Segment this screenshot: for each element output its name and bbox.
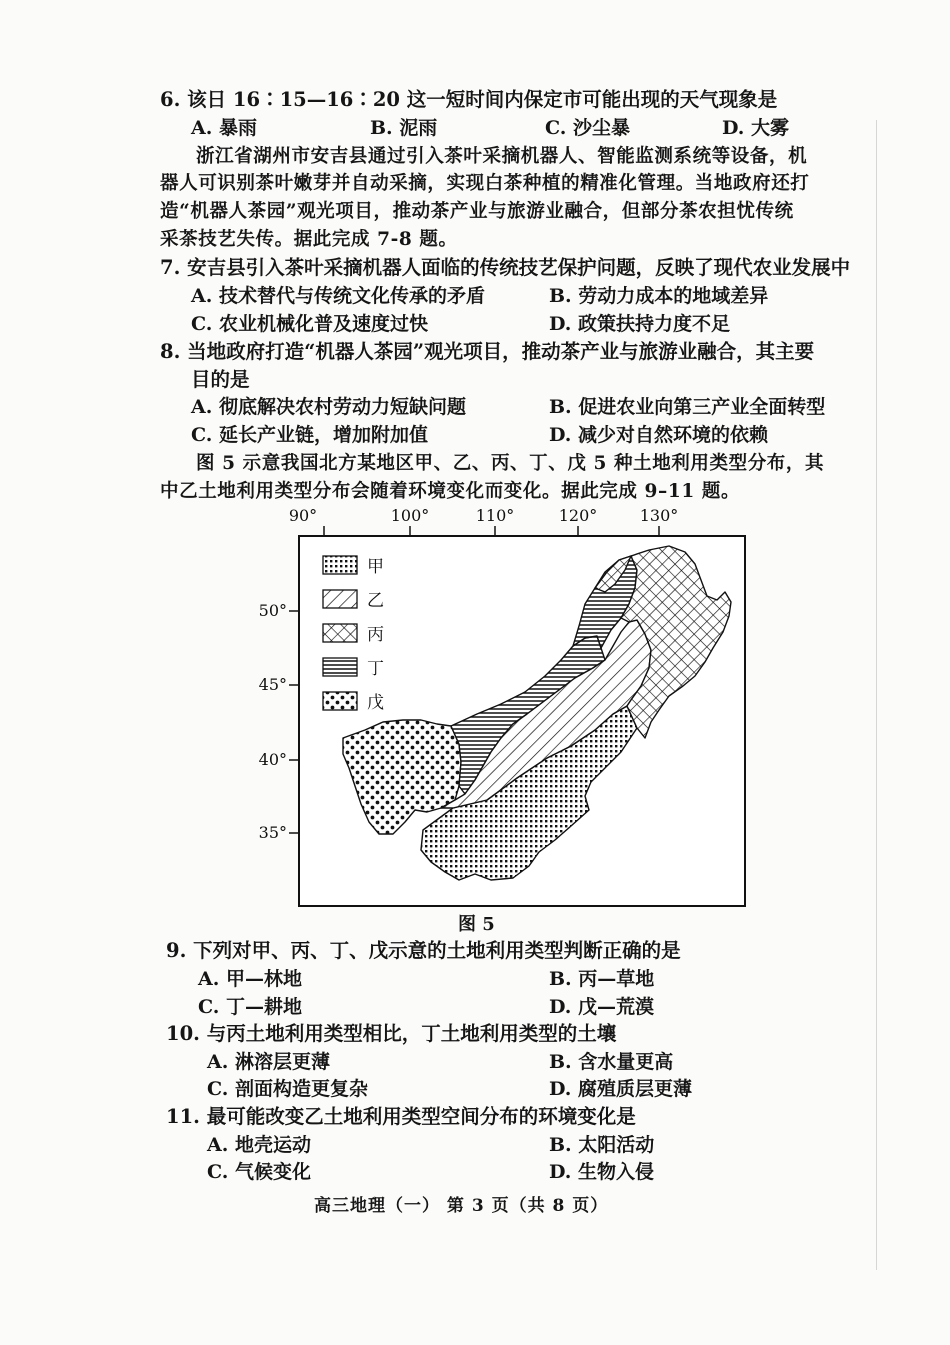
passage2-line1: 图 5 示意我国北方某地区甲、乙、丙、丁、戊 5 种土地利用类型分布，其 — [196, 453, 825, 474]
legend-swatch-ding — [323, 658, 357, 676]
figure-caption: 图 5 — [458, 914, 495, 935]
longitude-label-120: 120° — [558, 506, 598, 525]
q9-option-d: D. 戊—荒漠 — [549, 996, 655, 1018]
q11-option-c: C. 气候变化 — [207, 1161, 312, 1183]
passage1-line4: 采茶技艺失传。据此完成 7-8 题。 — [160, 229, 458, 250]
latitude-label-45: 45° — [258, 675, 287, 694]
longitude-label-110: 110° — [475, 506, 515, 525]
legend-swatch-bing — [323, 624, 357, 642]
q9-stem: 9. 下列对甲、丙、丁、戊示意的土地利用类型判断正确的是 — [166, 939, 681, 962]
page-footer: 高三地理（一） 第 3 页（共 8 页） — [314, 1196, 609, 1216]
latitude-label-50: 50° — [258, 601, 287, 620]
legend-label-wu: 戊 — [367, 693, 384, 713]
q10-option-d: D. 腐殖质层更薄 — [549, 1078, 693, 1100]
q8-option-d: D. 减少对自然环境的依赖 — [549, 424, 769, 446]
q8-option-c: C. 延长产业链，增加附加值 — [191, 424, 429, 446]
q10-option-b: B. 含水量更高 — [549, 1051, 674, 1073]
q9-option-c: C. 丁—耕地 — [198, 996, 303, 1018]
q10-option-a: A. 淋溶层更薄 — [207, 1051, 330, 1073]
longitude-label-130: 130° — [639, 506, 679, 525]
q8-stem-line1: 8. 当地政府打造“机器人茶园”观光项目，推动茶产业与旅游业融合，其主要 — [160, 340, 815, 363]
land-use-map — [255, 500, 755, 920]
legend-swatch-yi — [323, 590, 357, 608]
q7-option-a: A. 技术替代与传统文化传承的矛盾 — [191, 285, 485, 307]
q11-option-d: D. 生物入侵 — [549, 1161, 655, 1183]
q6-option-c: C. 沙尘暴 — [545, 117, 631, 139]
q11-stem: 11. 最可能改变乙土地利用类型空间分布的环境变化是 — [166, 1105, 636, 1128]
latitude-axis — [259, 601, 299, 842]
q7-option-c: C. 农业机械化普及速度过快 — [191, 313, 429, 335]
legend-label-ding: 丁 — [367, 659, 384, 679]
scan-margin-line — [876, 120, 877, 1270]
legend-label-yi: 乙 — [367, 591, 384, 611]
longitude-axis — [289, 506, 678, 536]
q8-stem-line2: 目的是 — [191, 368, 250, 391]
q6-option-d: D. 大雾 — [722, 117, 790, 139]
q9-option-a: A. 甲—林地 — [198, 968, 302, 990]
latitude-label-40: 40° — [258, 750, 287, 769]
q8-option-a: A. 彻底解决农村劳动力短缺问题 — [191, 396, 466, 418]
q11-option-a: A. 地壳运动 — [207, 1134, 311, 1156]
q6-option-a: A. 暴雨 — [191, 117, 257, 139]
q10-option-c: C. 剖面构造更复杂 — [207, 1078, 369, 1100]
q6-stem: 6. 该日 16∶15—16∶20 这一短时间内保定市可能出现的天气现象是 — [160, 88, 778, 111]
longitude-label-90: 90° — [288, 506, 318, 525]
passage1-line1: 浙江省湖州市安吉县通过引入茶叶采摘机器人、智能监测系统等设备，机 — [196, 146, 808, 167]
legend-swatch-jia — [323, 556, 357, 574]
q9-option-b: B. 丙—草地 — [549, 968, 655, 990]
passage1-line3: 造“机器人茶园”观光项目，推动茶产业与旅游业融合，但部分茶农担忧传统 — [160, 201, 794, 222]
latitude-label-35: 35° — [258, 823, 287, 842]
passage1-line2: 器人可识别茶叶嫩芽并自动采摘，实现白茶种植的精准化管理。当地政府还打 — [160, 173, 810, 194]
q11-option-b: B. 太阳活动 — [549, 1134, 655, 1156]
q8-option-b: B. 促进农业向第三产业全面转型 — [549, 396, 826, 418]
longitude-label-100: 100° — [390, 506, 430, 525]
legend-swatch-wu — [323, 692, 357, 710]
q6-option-b: B. 泥雨 — [370, 117, 438, 139]
legend-label-bing: 丙 — [367, 625, 384, 645]
legend-label-jia: 甲 — [367, 557, 384, 577]
q7-option-b: B. 劳动力成本的地域差异 — [549, 285, 769, 307]
q10-stem: 10. 与丙土地利用类型相比，丁土地利用类型的土壤 — [166, 1022, 617, 1045]
q7-stem: 7. 安吉县引入茶叶采摘机器人面临的传统技艺保护问题，反映了现代农业发展中 — [160, 256, 851, 279]
q7-option-d: D. 政策扶持力度不足 — [549, 313, 731, 335]
passage2-line2: 中乙土地利用类型分布会随着环境变化而变化。据此完成 9–11 题。 — [160, 481, 741, 502]
